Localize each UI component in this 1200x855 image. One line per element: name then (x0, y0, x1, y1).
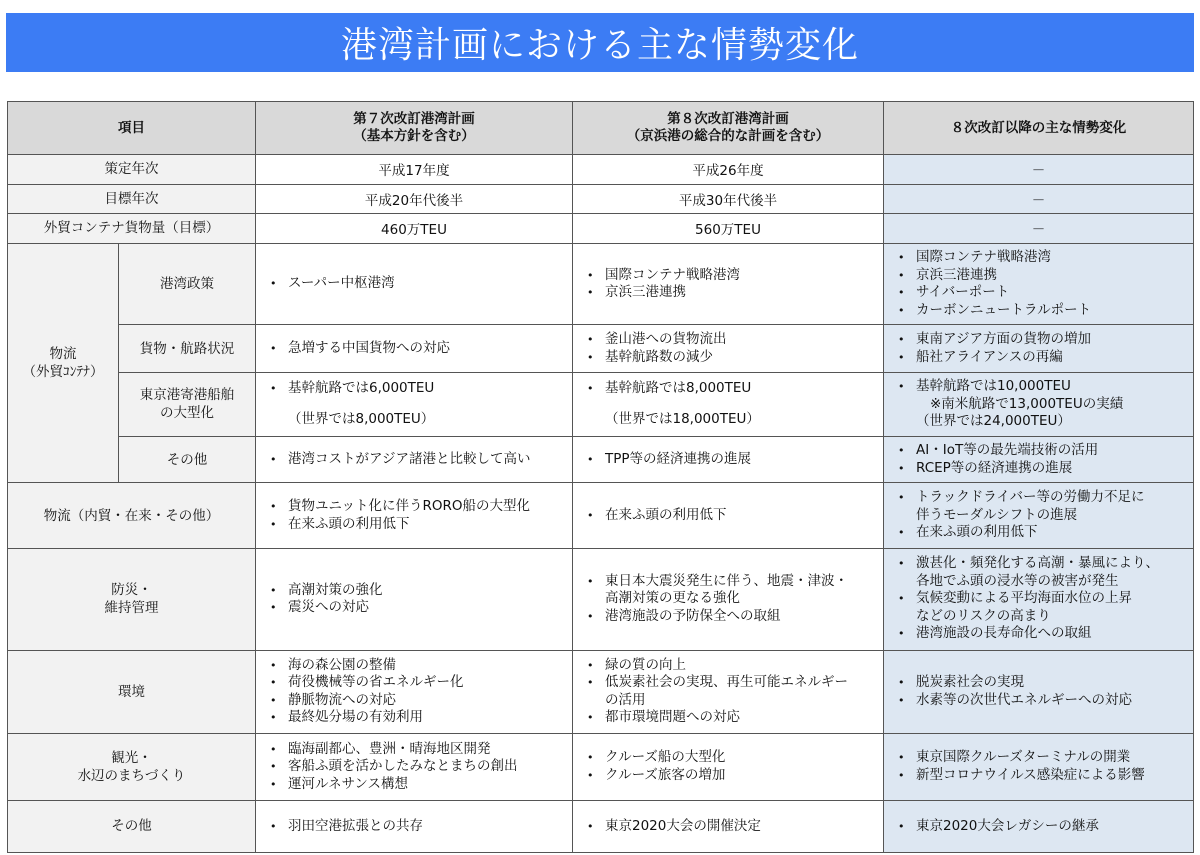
list-item: • 都市環境問題への対応 (579, 709, 877, 727)
header-item: 項目 (8, 102, 256, 155)
cell-container-p7: 460万TEU (256, 213, 573, 243)
cell-kanko-p8 (573, 734, 884, 800)
list-item: • 船社アライアンスの再編 (890, 349, 1187, 367)
list-item: • スーパー中枢港湾 (262, 275, 566, 293)
list-item: • 高潮対策の強化 (262, 582, 566, 600)
group-label-butsuryu-line1: 物流 (49, 346, 77, 363)
row-label-container: 外貿コンテナ貨物量（目標） (8, 213, 256, 243)
list-item: • 基幹航路では10,000TEU (890, 378, 1187, 396)
row-label-kankyo: 環境 (8, 650, 256, 734)
list-item: • カーボンニュートラルポート (890, 302, 1187, 320)
header-plan7-line1: 第７次改訂港湾計画 (353, 111, 475, 128)
cell-seisaku-p7 (256, 243, 573, 325)
row-label-naibo: 物流（内貿・在来・その他） (8, 483, 256, 548)
row-label-kanko-line1: 観光・ (111, 749, 152, 766)
cell-container-p8: 560万TEU (573, 213, 884, 243)
row-label-ogata-line2: の大型化 (160, 405, 214, 422)
list-item: • 在来ふ頭の利用低下 (579, 507, 877, 525)
list-item: • 臨海副都心、豊洲・晴海地区開発 (262, 741, 566, 759)
situation-table (7, 101, 1194, 853)
list-item-note: ※南米航路で13,000TEUの実績 (930, 395, 1124, 412)
row-label-mokuhyo: 目標年次 (8, 184, 256, 213)
cell-naibo-p8 (573, 483, 884, 548)
list-item: • 急増する中国貨物への対応 (262, 340, 566, 358)
list-item: • 基幹航路では8,000TEU (579, 380, 877, 398)
cell-ogata-ch (884, 372, 1194, 436)
row-label-ogata (119, 372, 256, 436)
cell-kanko-ch (884, 734, 1194, 800)
list-item: • トラックドライバー等の労働力不足に (890, 489, 1187, 507)
list-item: • TPP等の経済連携の進展 (579, 451, 877, 469)
list-item: • 東京2020大会の開催決定 (579, 818, 877, 836)
row-label-kanko (8, 734, 256, 800)
table-row-kankyo (8, 650, 1194, 734)
list-item: • 震災への対応 (262, 599, 566, 617)
row-label-kamotsu: 貨物・航路状況 (119, 325, 256, 372)
list-item: • 国際コンテナ戦略港湾 (890, 249, 1187, 267)
table-row-bosai (8, 548, 1194, 650)
list-item: • 海の森公園の整備 (262, 657, 566, 675)
list-item-continuation: などのリスクの高まり (916, 607, 1051, 624)
cell-mokuhyo-p8: 平成30年代後半 (573, 184, 884, 213)
header-plan7-line2: （基本方針を含む） (353, 128, 475, 145)
page-title: 港湾計画における主な情勢変化 (340, 25, 859, 66)
list-item: • 基幹航路では6,000TEU (262, 380, 566, 398)
cell-container-ch: － (884, 213, 1194, 243)
list-item-note: （世界では24,000TEU） (916, 413, 1071, 430)
list-item: • 客船ふ頭を活かしたみなとまちの創出 (262, 758, 566, 776)
cell-kankyo-p7 (256, 650, 573, 734)
cell-sonota-p8 (573, 437, 884, 483)
table-row-kanko (8, 734, 1194, 800)
list-item-continuation: 各地でふ頭の浸水等の被害が発生 (916, 572, 1119, 589)
header-plan8-line1: 第８次改訂港湾計画 (667, 111, 789, 128)
cell-bosai-p8 (573, 548, 884, 650)
header-plan8 (573, 102, 884, 155)
row-label-sonota: その他 (119, 437, 256, 483)
cell-bosai-p7 (256, 548, 573, 650)
cell-sakutei-ch: － (884, 155, 1194, 184)
row-label-ogata-line1: 東京港寄港船舶 (139, 387, 235, 404)
table-row-kamotsu (8, 325, 1194, 372)
cell-sonota2-p8 (573, 800, 884, 852)
cell-ogata-p7 (256, 372, 573, 436)
cell-kankyo-ch (884, 650, 1194, 734)
list-item-note: （世界では18,000TEU） (605, 411, 760, 428)
list-item: • 新型コロナウイルス感染症による影響 (890, 767, 1187, 785)
row-label-seisaku: 港湾政策 (119, 243, 256, 325)
table-row-ogata (8, 372, 1194, 436)
table-row-sonota2 (8, 800, 1194, 852)
table-row-mokuhyo (8, 184, 1194, 213)
cell-mokuhyo-p7: 平成20年代後半 (256, 184, 573, 213)
row-label-sakutei: 策定年次 (8, 155, 256, 184)
list-item: • 激甚化・頻発化する高潮・暴風により、 (890, 555, 1187, 573)
row-label-bosai (8, 548, 256, 650)
list-item: • 国際コンテナ戦略港湾 (579, 267, 877, 285)
list-item: • 貨物ユニット化に伴うRORO船の大型化 (262, 498, 566, 516)
list-item: • 東京2020大会レガシーの継承 (890, 818, 1187, 836)
cell-kankyo-p8 (573, 650, 884, 734)
cell-kamotsu-ch (884, 325, 1194, 372)
list-item: • クルーズ旅客の増加 (579, 767, 877, 785)
list-item: • 水素等の次世代エネルギーへの対応 (890, 692, 1187, 710)
list-item: • 在来ふ頭の利用低下 (890, 524, 1187, 542)
list-item: • 京浜三港連携 (890, 267, 1187, 285)
list-item: • 運河ルネサンス構想 (262, 776, 566, 794)
list-item: • 東日本大震災発生に伴う、地震・津波・ (579, 573, 877, 591)
title-bar (6, 13, 1194, 72)
list-item: • 羽田空港拡張との共存 (262, 818, 566, 836)
cell-kamotsu-p8 (573, 325, 884, 372)
list-item: • 基幹航路数の減少 (579, 349, 877, 367)
list-item: • 緑の質の向上 (579, 657, 877, 675)
list-item: • 荷役機械等の省エネルギー化 (262, 674, 566, 692)
cell-kanko-p7 (256, 734, 573, 800)
list-item: • 低炭素社会の実現、再生可能エネルギー (579, 674, 877, 692)
row-label-bosai-line1: 防災・ (111, 582, 152, 599)
cell-sakutei-p8: 平成26年度 (573, 155, 884, 184)
list-item: • 東南アジア方面の貨物の増加 (890, 331, 1187, 349)
list-item-note: （世界では8,000TEU） (288, 411, 435, 428)
table-row-naibo (8, 483, 1194, 548)
table-row-container (8, 213, 1194, 243)
list-item: • AI・IoT等の最先端技術の活用 (890, 442, 1187, 460)
group-label-butsuryu (8, 243, 119, 483)
list-item: • 港湾施設の予防保全への取組 (579, 608, 877, 626)
list-item: • 釜山港への貨物流出 (579, 331, 877, 349)
header-row (8, 102, 1194, 155)
cell-mokuhyo-ch: － (884, 184, 1194, 213)
list-item: • クルーズ船の大型化 (579, 749, 877, 767)
header-plan7 (256, 102, 573, 155)
list-item: • 港湾施設の長寿命化への取組 (890, 625, 1187, 643)
cell-sonota2-p7 (256, 800, 573, 852)
table-row-sonota (8, 437, 1194, 483)
cell-seisaku-p8 (573, 243, 884, 325)
cell-naibo-ch (884, 483, 1194, 548)
list-item-continuation: の活用 (605, 691, 646, 708)
table-row-seisaku (8, 243, 1194, 325)
cell-sonota-p7 (256, 437, 573, 483)
cell-sonota2-ch (884, 800, 1194, 852)
list-item: • サイバーポート (890, 284, 1187, 302)
cell-kamotsu-p7 (256, 325, 573, 372)
row-label-sonota2: その他 (8, 800, 256, 852)
list-item-continuation: 伴うモーダルシフトの進展 (916, 506, 1078, 523)
cell-bosai-ch (884, 548, 1194, 650)
cell-sonota-ch (884, 437, 1194, 483)
cell-naibo-p7 (256, 483, 573, 548)
list-item: • 京浜三港連携 (579, 284, 877, 302)
header-plan8-line2: （京浜港の総合的な計画を含む） (626, 128, 830, 145)
list-item: • 最終処分場の有効利用 (262, 709, 566, 727)
cell-ogata-p8 (573, 372, 884, 436)
cell-sakutei-p7: 平成17年度 (256, 155, 573, 184)
row-label-kanko-line2: 水辺のまちづくり (77, 767, 186, 784)
header-changes: ８次改訂以降の主な情勢変化 (884, 102, 1194, 155)
list-item: • 港湾コストがアジア諸港と比較して高い (262, 451, 566, 469)
list-item-continuation: 高潮対策の更なる強化 (605, 590, 740, 607)
list-item: • 東京国際クルーズターミナルの開業 (890, 749, 1187, 767)
row-label-bosai-line2: 維持管理 (104, 600, 159, 617)
cell-seisaku-ch (884, 243, 1194, 325)
list-item: • 在来ふ頭の利用低下 (262, 516, 566, 534)
group-label-butsuryu-line2: （外貿ｺﾝﾃﾅ） (22, 364, 104, 381)
list-item: • RCEP等の経済連携の進展 (890, 460, 1187, 478)
list-item: • 気候変動による平均海面水位の上昇 (890, 590, 1187, 608)
list-item: • 静脈物流への対応 (262, 692, 566, 710)
table-row-sakutei (8, 155, 1194, 184)
list-item: • 脱炭素社会の実現 (890, 674, 1187, 692)
